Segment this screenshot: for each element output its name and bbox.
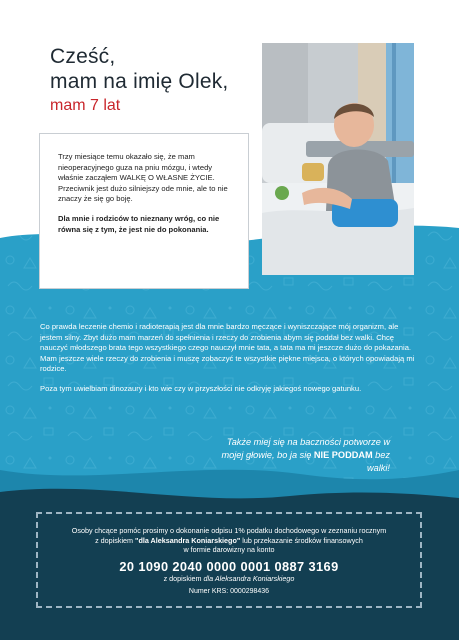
donation-intro [38,526,420,555]
story-card [44,138,244,284]
donation-note-a: z dopiskiem [163,573,204,583]
card-bold-text: Dla mnie i rodziców to nieznany wróg, co nie równa się z tym, że jest nie do pokonania. [58,213,220,234]
story-body [40,322,420,404]
donation-line-2-c: lub przekazanie środków finansowych [240,535,363,545]
body-paragraph-1: Co prawda leczenie chemio i radioterapią jest dla mnie bardzo męczące i wyniszczające mój organizm, ale jestem silny. Zbyt dużo mam marzeń do spełnienia i rzeczy do zrobienia abym się poddał bez walki. Chcę nauczyć młodszego brata tego wszystkiego czego nauczył mnie tata, a tata ma mi jeszcze dużo do pokazania. [40,322,412,353]
quote-emphasis: NIE PODDAM [313,450,373,460]
quote-part-2: bez walki! [367,450,390,473]
greeting-line-2: mam na imię Olek, [50,70,229,93]
body-paragraph-3: Poza tym uwielbiam dinozaury i kto wie czy w przyszłości nie odkryję jakiegoś nowego gatunku. [40,383,362,393]
greeting-line-1: Cześć, [50,45,116,68]
photo-illustration [262,43,414,275]
greeting-age: mam 7 lat [50,97,121,114]
donation-note [38,574,420,583]
greeting [50,44,260,117]
donation-line-1: Osoby chcące pomóc prosimy o dokonanie odpisu 1% podatku dochodowego w zeznaniu rocznym [71,526,387,535]
quote [206,436,390,475]
donation-line-3: w formie darowizny na konto [183,545,275,555]
donation-line-2-a: z dopiskiem [95,535,136,545]
account-number: 20 1090 2040 0000 0001 0887 3169 [119,558,339,574]
boy-photo [262,43,414,275]
donation-box [36,512,422,608]
card-text: Trzy miesiące temu okazało się, że mam nieoperacyjnego guza na pniu mózgu, i wtedy właśnie zacząłem WALKĘ O WŁASNE ŻYCIE. Przeciwnik jest dużo silniejszy ode mnie, ale to nie znaczy że się go boję. [58,152,228,204]
donation-line-2-b: "dla Aleksandra Koniarskiego" [135,535,241,545]
card-tail [244,140,256,156]
donation-line-2 [38,536,420,546]
body-paragraph-2: Mam jeszcze wiele rzeczy do zrobienia i muszę zobaczyć te wszystkie piękne miejsca, o których opowiadają mi rodzice. [40,353,415,374]
quote-part-1: Także miej się na baczności potworze w mojej głowie, bo ja się [221,437,390,460]
krs-number: Numer KRS: 0000298436 [188,587,270,595]
donation-note-b: dla Aleksandra Koniarskiego [203,573,295,583]
